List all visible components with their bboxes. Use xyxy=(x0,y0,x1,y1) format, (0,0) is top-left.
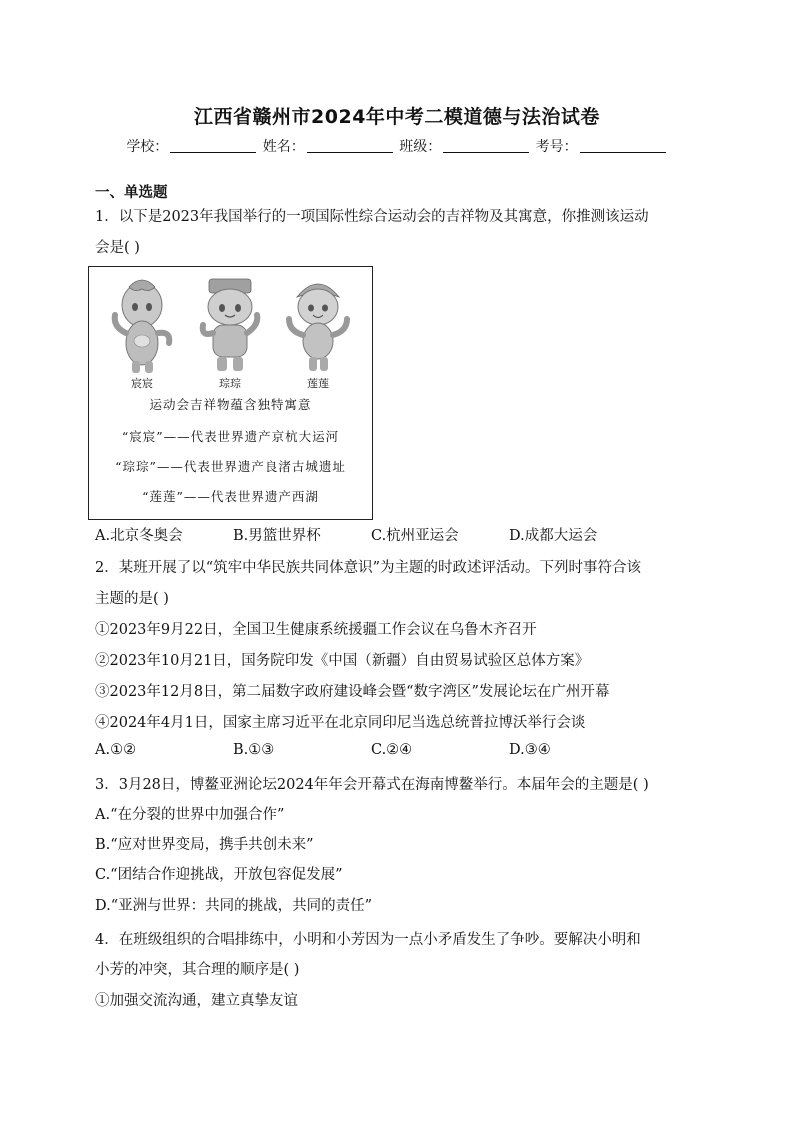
q4-item-1: ①加强交流沟通，建立真挚友谊 xyxy=(95,993,298,1009)
mascot-3-illustration xyxy=(283,275,353,375)
q2-stem-line1: 2．某班开展了以“筑牢中华民族共同体意识”为主题的时政述评活动。下列时事符合该 xyxy=(95,560,642,576)
q2-item-4: ④2024年4月1日，国家主席习近平在北京同印尼当选总统普拉博沃举行会谈 xyxy=(95,715,586,731)
exam-title: 江西省赣州市2024年中考二模道德与法治试卷 xyxy=(194,106,600,128)
q3-stem: 3．3月28日，博鳌亚洲论坛2024年年会开幕式在海南博鳌举行。本届年会的主题是( ) xyxy=(95,777,649,793)
q2-option-b[interactable]: B.①③ xyxy=(233,742,275,758)
q2-option-a[interactable]: A.①② xyxy=(95,742,137,758)
q2-options xyxy=(95,742,629,758)
student-info-row xyxy=(0,136,794,156)
q2-option-c[interactable]: C.②④ xyxy=(371,742,413,758)
name-label: 姓名： xyxy=(262,139,305,155)
figure-caption-title: 运动会吉祥物蕴含独特寓意 xyxy=(149,397,312,412)
q1-option-b[interactable]: B.男篮世界杯 xyxy=(233,528,321,544)
mascot-1-name: 宸宸 xyxy=(131,377,153,390)
q4-stem-line1: 4．在班级组织的合唱排练中，小明和小芳因为一点小矛盾发生了争吵。要解决小明和 xyxy=(95,932,641,948)
mascot-1-illustration xyxy=(107,275,177,375)
mascot-figure xyxy=(88,266,373,520)
school-blank xyxy=(170,138,256,153)
school-label: 学校： xyxy=(126,139,169,155)
q2-item-2: ②2023年10月21日，国务院印发《中国（新疆）自由贸易试验区总体方案》 xyxy=(95,653,590,669)
q3-option-a[interactable]: A.“在分裂的世界中加强合作” xyxy=(95,807,285,823)
q2-stem-line2: 主题的是( ) xyxy=(95,591,169,607)
name-blank xyxy=(307,138,393,153)
q2-item-3: ③2023年12月8日，第二届数字政府建设峰会暨“数字湾区”发展论坛在广州开幕 xyxy=(95,684,610,700)
class-blank xyxy=(443,138,529,153)
figure-caption-3: “莲莲”——代表世界遗产西湖 xyxy=(142,489,319,504)
mascot-2-illustration xyxy=(195,275,265,375)
exam-no-label: 考号： xyxy=(535,139,578,155)
q3-option-d[interactable]: D.“亚洲与世界：共同的挑战，共同的责任” xyxy=(95,898,373,914)
q1-stem-line2: 会是( ) xyxy=(95,240,140,256)
exam-no-blank xyxy=(580,138,666,153)
q1-option-c[interactable]: C.杭州亚运会 xyxy=(371,528,459,544)
mascot-2-name: 琮琮 xyxy=(219,377,241,390)
section-heading: 一、单选题 xyxy=(95,185,168,201)
q3-option-c[interactable]: C.“团结合作迎挑战，开放包容促发展” xyxy=(95,867,343,883)
q2-item-1: ①2023年9月22日，全国卫生健康系统援疆工作会议在乌鲁木齐召开 xyxy=(95,622,537,638)
class-label: 班级： xyxy=(399,139,442,155)
mascot-3-name: 莲莲 xyxy=(307,377,329,390)
q2-option-d[interactable]: D.③④ xyxy=(509,742,551,758)
mascot-row xyxy=(103,275,361,390)
q1-options xyxy=(95,524,629,545)
q1-option-a[interactable]: A.北京冬奥会 xyxy=(95,528,183,544)
q3-option-b[interactable]: B.“应对世界变局，携手共创未来” xyxy=(95,837,314,853)
q4-stem-line2: 小芳的冲突，其合理的顺序是( ) xyxy=(95,962,300,978)
q1-stem-line1: 1．以下是2023年我国举行的一项国际性综合运动会的吉祥物及其寓意，你推测该运动 xyxy=(95,209,649,225)
figure-caption-2: “琮琮”——代表世界遗产良渚古城遗址 xyxy=(115,459,346,474)
figure-caption-1: “宸宸”——代表世界遗产京杭大运河 xyxy=(121,429,340,444)
q1-option-d[interactable]: D.成都大运会 xyxy=(509,528,598,544)
